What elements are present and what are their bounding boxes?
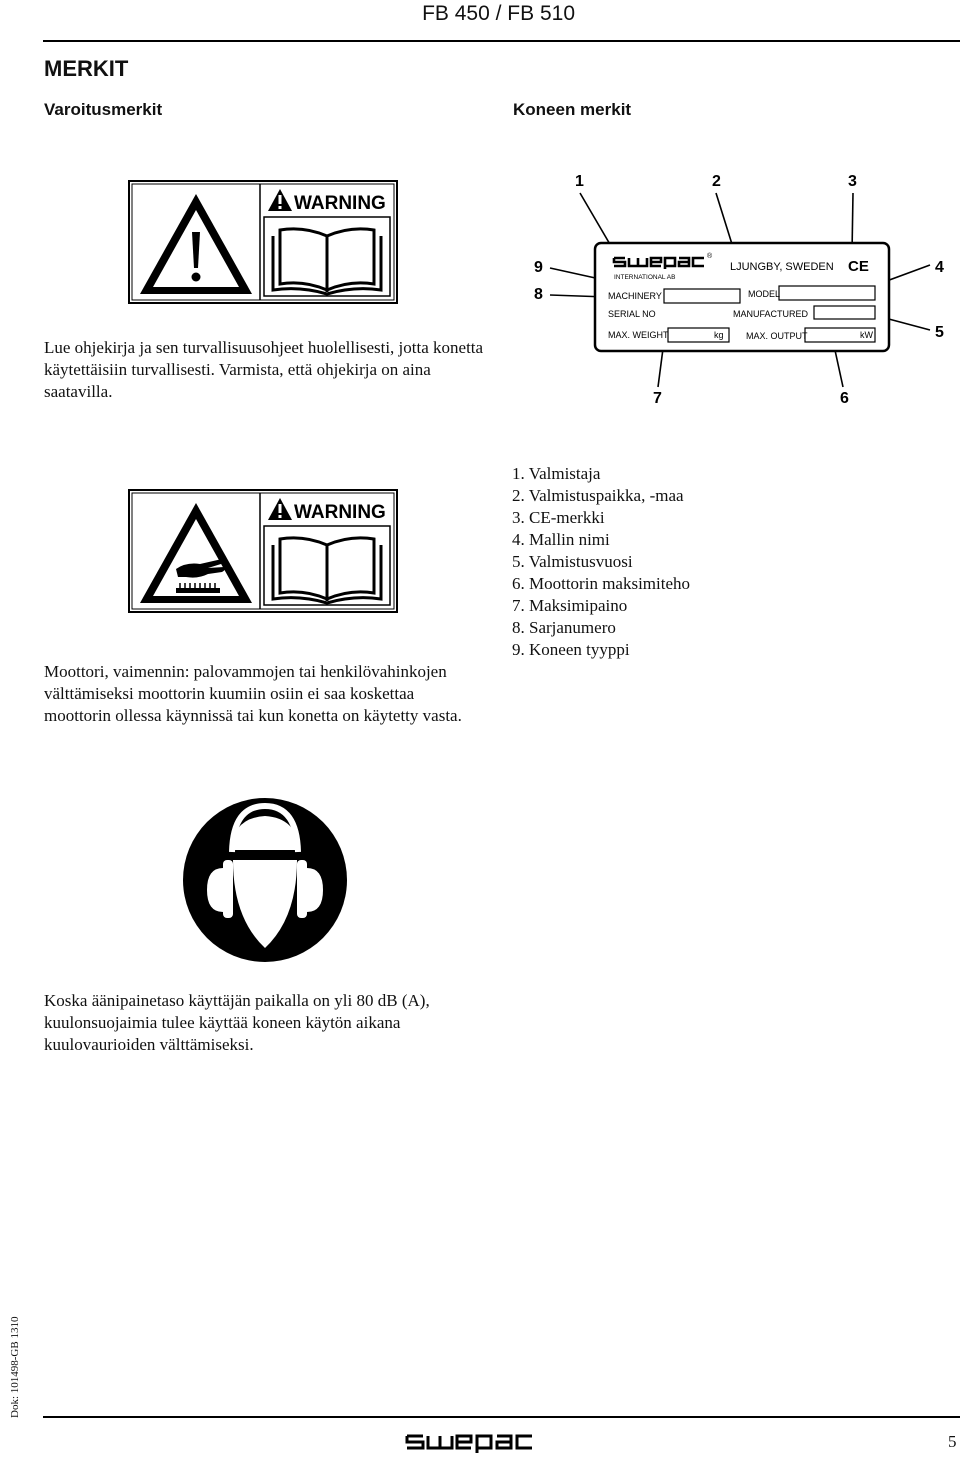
plate-registered-mark: ® [707, 253, 713, 260]
callout-1: 1 [575, 173, 584, 190]
machine-signs-heading: Koneen merkit [513, 100, 632, 119]
hearing-protection-icon [183, 798, 347, 962]
callout-4: 4 [935, 259, 944, 276]
plate-kg-label: kg [714, 330, 724, 340]
callout-9: 9 [534, 259, 543, 276]
legend-item: 3. CE-merkki [512, 508, 605, 527]
callout-2: 2 [712, 173, 721, 190]
machine-plate-diagram [530, 165, 960, 415]
document-id: Dok: 101498-GB 1310 [9, 1316, 21, 1418]
machine-plate-legend [512, 463, 690, 661]
plate-kw-label: kW [860, 330, 873, 340]
legend-item: 5. Valmistusvuosi [512, 552, 633, 571]
warning-sign-manual [128, 180, 398, 304]
warning-hot-surface-text: Moottori, vaimennin: palovammojen tai henkilövahinkojen välttämiseksi moottorin kuumiin osiin ei saa koskettaa moottorin ollessa käynnissä tai kun konetta on käytetty vasta. [44, 662, 462, 725]
plate-manufactured-label: MANUFACTURED [733, 309, 809, 319]
legend-item: 6. Moottorin maksimiteho [512, 574, 691, 593]
document-title: FB 450 / FB 510 [422, 2, 575, 25]
warning-manual-text: Lue ohjekirja ja sen turvallisuusohjeet huolellisesti, jotta konetta käytettäisiin turvallisesti. Varmista, että ohjekirja on aina saatavilla. [44, 338, 484, 401]
legend-item: 7. Maksimipaino [512, 596, 628, 615]
plate-max-weight-label: MAX. WEIGHT [608, 330, 669, 340]
legend-item: 9. Koneen tyyppi [512, 640, 630, 659]
footer-rule [43, 1416, 960, 1418]
plate-company: INTERNATIONAL AB [614, 274, 676, 281]
plate-location: LJUNGBY, SWEDEN [730, 261, 834, 273]
legend-item: 2. Valmistuspaikka, -maa [512, 486, 684, 505]
hearing-protection-text: Koska äänipainetaso käyttäjän paikalla on yli 80 dB (A), kuulonsuojaimia tulee käyttää koneen käytön aikana kuulovaurioiden välttämiseksi. [44, 991, 430, 1054]
plate-serial-label: SERIAL NO [608, 309, 656, 319]
plate-machinery-label: MACHINERY [608, 291, 662, 301]
page-number: 5 [948, 1432, 957, 1451]
callout-6: 6 [840, 390, 849, 407]
warning-signs-heading: Varoitusmerkit [44, 100, 163, 119]
warning-label-text: WARNING [294, 502, 386, 523]
legend-item: 1. Valmistaja [512, 464, 601, 483]
section-title: MERKIT [44, 56, 129, 81]
header-rule [43, 40, 960, 42]
manual-book-icon [264, 217, 390, 296]
callout-7: 7 [653, 390, 662, 407]
warning-sign-hot-surface [128, 489, 398, 613]
callout-3: 3 [848, 173, 857, 190]
callout-5: 5 [935, 324, 944, 341]
manual-book-icon [264, 526, 390, 605]
plate-model-label: MODEL [748, 289, 781, 299]
plate-max-output-label: MAX. OUTPUT [746, 331, 808, 341]
swepac-logo [405, 1432, 535, 1454]
callout-8: 8 [534, 286, 543, 303]
plate-ce-mark: CE [848, 258, 869, 275]
legend-item: 8. Sarjanumero [512, 618, 616, 637]
legend-item: 4. Mallin nimi [512, 530, 610, 549]
warning-label-text: WARNING [294, 193, 386, 214]
